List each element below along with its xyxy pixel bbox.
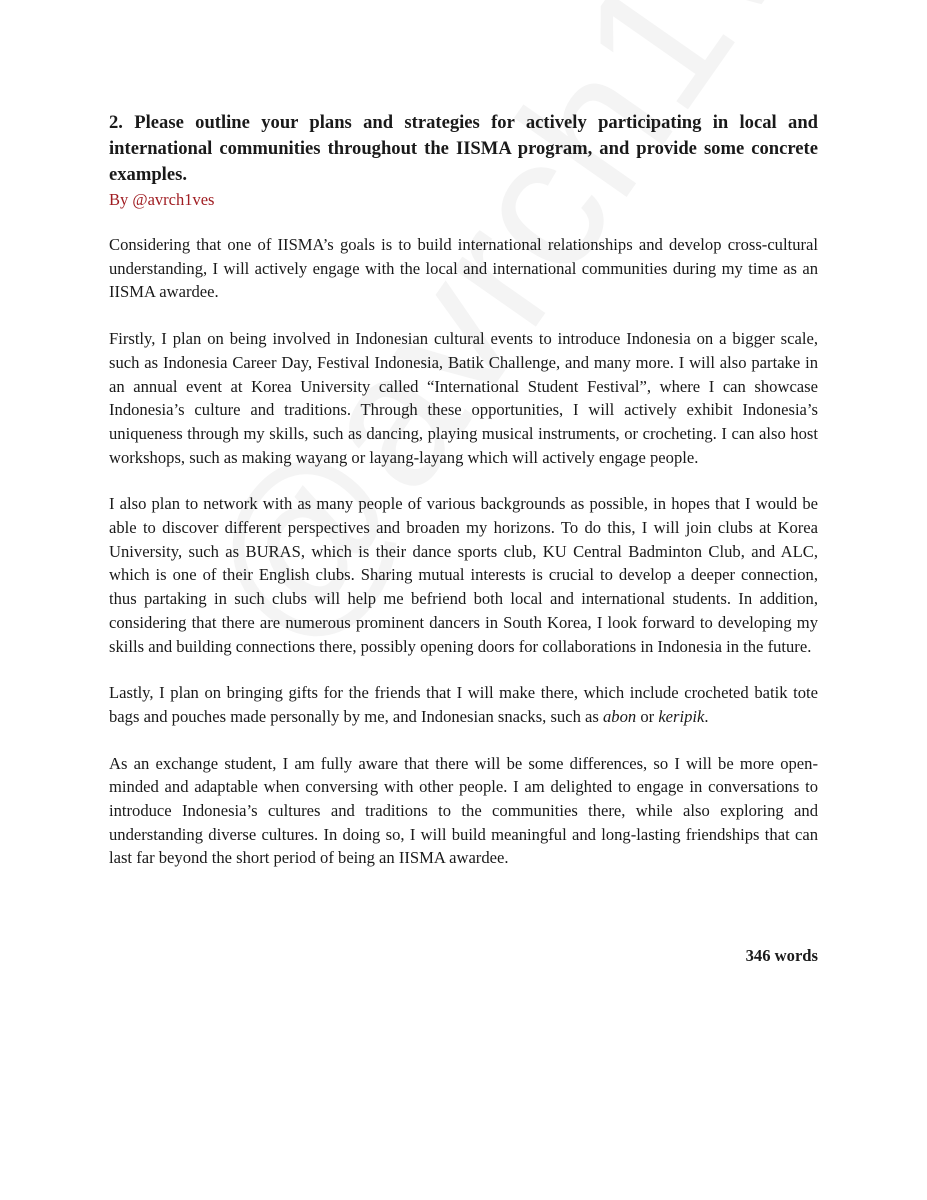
author-byline: By @avrch1ves: [109, 190, 215, 209]
paragraph-networking: I also plan to network with as many people of various backgrounds as possible, in hopes that I would be able to discover different perspectives and broaden my horizons. To do this, I will join clubs at Korea University, such as BURAS, which is their dance sports club, KU Central Badminton Club, and ALC, which is one of their English clubs. Sharing mutual interests is crucial to develop a deeper connection, thus partaking in such clubs will help me befriend both local and international students. In addition, considering that there are numerous prominent dancers in South Korea, I look forward to developing my skills and building connections there, possibly opening doors for collaborations in Indonesia in the future.: [109, 494, 818, 656]
gifts-text-or: or: [636, 706, 659, 726]
gifts-text-end: .: [704, 706, 709, 726]
question-heading: 2. Please outline your plans and strategies for actively participating in local and international communities throughout the IISMA program, and provide some concrete examples.: [109, 112, 818, 185]
gifts-snack-abon: abon: [603, 706, 637, 726]
paragraph-intro: Considering that one of IISMA’s goals is to build international relationships and develop cross-cultural understanding, I will actively engage with the local and international communities during my time as an IISMA awardee.: [109, 235, 818, 302]
gifts-text-start: Lastly, I plan on bringing gifts for the friends that I will make there, which include crocheted batik tote bags and pouches made personally by me, and Indonesian snacks, such as: [109, 683, 818, 726]
paragraph-gifts: [109, 681, 818, 728]
essay-page: [109, 110, 818, 965]
paragraph-conclusion: As an exchange student, I am fully aware that there will be some differences, so I will be more open-minded and adaptable when conversing with other people. I am delighted to engage in conversations to introduce Indonesia’s cultures and traditions to the communities there, while also exploring and understanding diverse cultures. In doing so, I will build meaningful and long-lasting friendships that can last far beyond the short period of being an IISMA awardee.: [109, 753, 818, 868]
gifts-snack-keripik: keripik: [658, 706, 705, 726]
word-count: 346 words: [745, 946, 818, 965]
paragraph-cultural-events: Firstly, I plan on being involved in Indonesian cultural events to introduce Indonesia on a bigger scale, such as Indonesia Career Day, Festival Indonesia, Batik Challenge, and many more. I will also partake in an annual event at Korea University called “International Student Festival”, where I can showcase Indonesia’s culture and traditions. Through these opportunities, I will actively exhibit Indonesia’s uniqueness through my skills, such as dancing, playing musical instruments, or crocheting. I can also host workshops, such as making wayang or layang-layang which will actively engage people.: [109, 329, 818, 467]
